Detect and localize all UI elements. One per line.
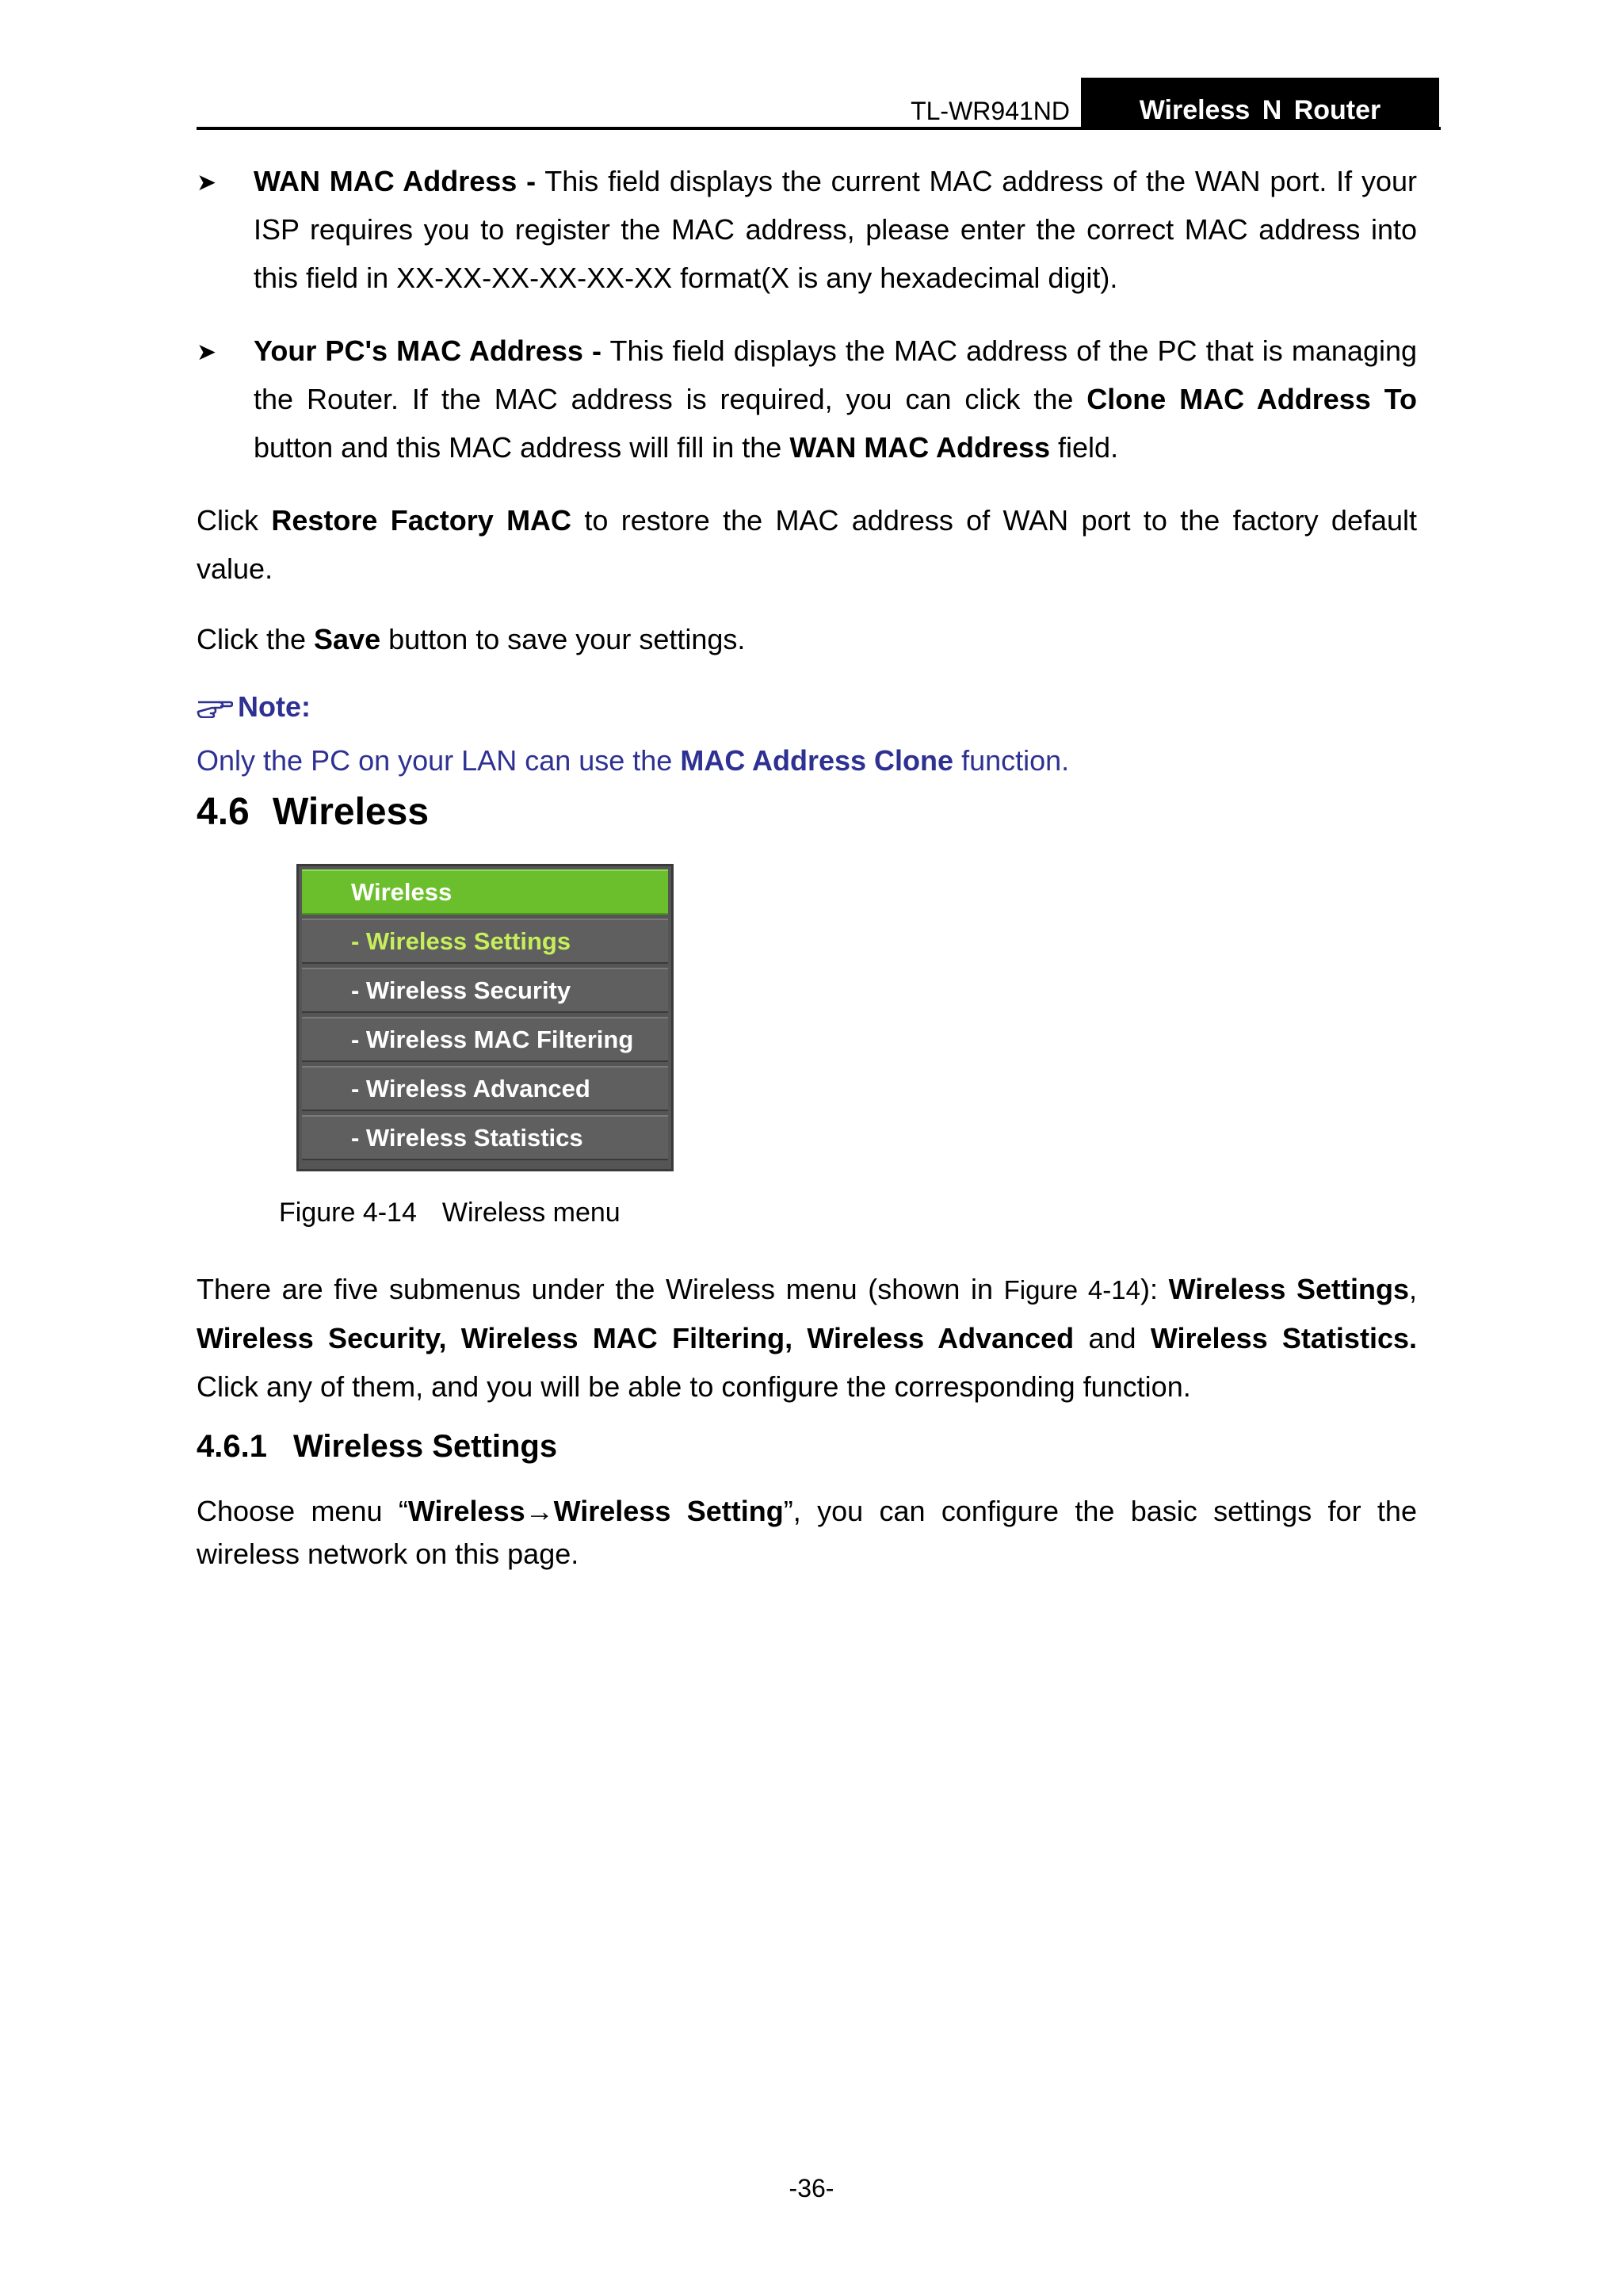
menu-item-wireless-mac-filtering[interactable]: - Wireless MAC Filtering xyxy=(302,1017,668,1062)
bullet-term: WAN MAC Address - xyxy=(254,165,537,197)
header-rule xyxy=(197,127,1441,130)
restore-factory-mac-ref: Restore Factory MAC xyxy=(271,504,572,537)
figure-label: Figure 4-14 xyxy=(279,1198,417,1228)
section-number: 4.6 xyxy=(197,791,250,833)
note-label: Note: xyxy=(238,690,311,723)
para-text: to restore the MAC address of WAN port to the factory default value. xyxy=(197,504,1418,585)
para-text: , xyxy=(1408,1273,1417,1305)
bullet-arrow-icon: ➤ xyxy=(197,170,217,196)
figure-ref: Figure 4-14 xyxy=(1003,1275,1140,1305)
header-product-badge: Wireless N Router xyxy=(1081,78,1439,130)
subsection-heading xyxy=(197,1419,557,1474)
wan-mac-ref: WAN MAC Address xyxy=(789,431,1051,464)
subsection-title: Wireless Settings xyxy=(293,1429,558,1464)
menu-item-wireless-advanced[interactable]: - Wireless Advanced xyxy=(302,1066,668,1111)
menu-item-wireless-settings[interactable]: - Wireless Settings xyxy=(302,919,668,964)
choose-menu-paragraph xyxy=(197,1490,1417,1576)
bullet-body: This field displays the MAC address of the PC that is managing the Router. If the MAC address is required, you can click the xyxy=(254,334,1418,415)
bullet-term: Your PC's MAC Address - xyxy=(254,334,602,367)
submenu-ref: Wireless Settings xyxy=(1168,1273,1409,1305)
bullet-body: field. xyxy=(1050,431,1119,464)
restore-paragraph xyxy=(197,496,1417,593)
save-ref: Save xyxy=(314,623,381,655)
submenus-paragraph xyxy=(197,1265,1417,1411)
para-text: Click any of them, and you will be able to configure the corresponding function. xyxy=(197,1370,1191,1403)
bullet-pc-mac xyxy=(254,327,1417,472)
para-text: Click the xyxy=(197,623,315,655)
para-text: There are five submenus under the Wireless menu (shown in xyxy=(197,1273,1004,1305)
bullet-body: This field displays the current MAC address of the WAN port. If your ISP requires you to register the MAC address, please enter the correct MAC address into this field in XX-XX-XX-XX-XX-XX format(X is any hexadecimal digit). xyxy=(254,165,1418,294)
submenu-ref: Wireless Statistics. xyxy=(1150,1322,1417,1354)
page-number: -36- xyxy=(789,2174,834,2202)
bullet-wan-mac xyxy=(254,157,1417,302)
para-text: Choose menu “ xyxy=(197,1495,408,1527)
subsection-number: 4.6.1 xyxy=(197,1429,267,1464)
menu-item-wireless-statistics[interactable]: - Wireless Statistics xyxy=(302,1115,668,1160)
section-title: Wireless xyxy=(273,791,430,833)
mac-address-clone-ref: MAC Address Clone xyxy=(680,744,954,777)
pointing-hand-icon xyxy=(197,685,238,732)
para-text: button to save your settings. xyxy=(380,623,746,655)
clone-mac-ref: Clone MAC Address To xyxy=(1086,383,1417,415)
bullet-body: button and this MAC address will fill in the xyxy=(254,431,790,464)
menu-item-wireless-security[interactable]: - Wireless Security xyxy=(302,968,668,1013)
para-text: and xyxy=(1074,1322,1151,1354)
note-text xyxy=(197,737,1069,785)
section-heading xyxy=(197,785,429,840)
wireless-menu xyxy=(296,864,674,1171)
para-text: ”, you can configure the basic settings for the wireless network on this page. xyxy=(197,1495,1417,1570)
para-text: Click xyxy=(197,504,272,537)
header-model: TL-WR941ND xyxy=(911,97,1070,125)
bullet-arrow-icon: ➤ xyxy=(197,339,217,365)
figure-caption xyxy=(279,1189,621,1236)
figure-title: Wireless menu xyxy=(441,1198,621,1228)
para-text: ): xyxy=(1140,1273,1169,1305)
save-paragraph xyxy=(197,615,1417,663)
note-heading xyxy=(197,683,311,732)
menu-path-ref: Wireless→Wireless Setting xyxy=(407,1495,784,1527)
note-body: Only the PC on your LAN can use the xyxy=(197,744,681,777)
menu-header-wireless[interactable]: Wireless xyxy=(302,869,668,915)
submenu-ref: Wireless Security, Wireless MAC Filtering, Wireless Advanced xyxy=(197,1322,1075,1354)
note-body: function. xyxy=(953,744,1070,777)
